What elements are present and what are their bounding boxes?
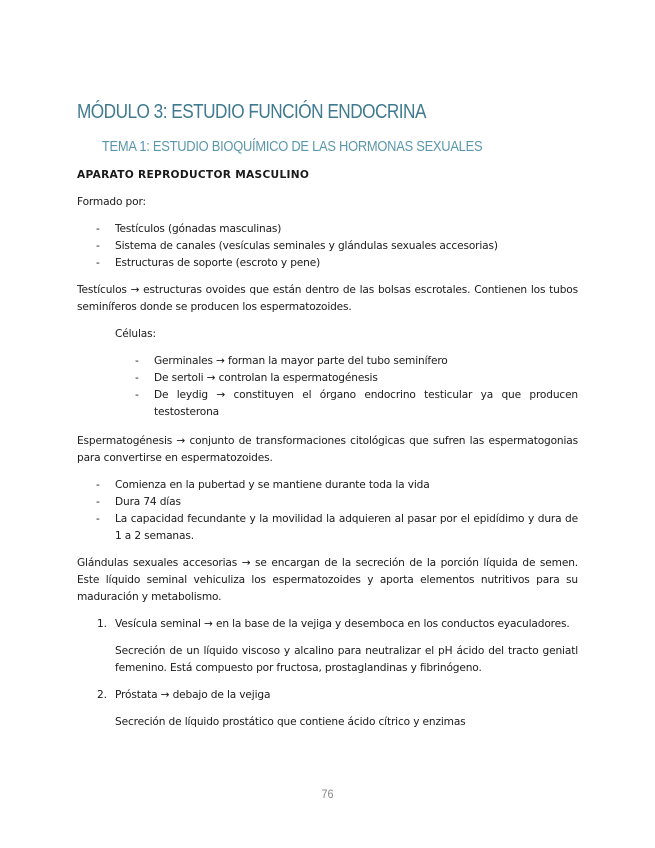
numbered-item	[77, 616, 578, 677]
item-number: 1.	[97, 618, 107, 630]
list-item: - De sertoli → controlan la espermatogénesis	[77, 370, 578, 387]
gland-detail: Secreción de líquido prostático que contiene ácido cítrico y enzimas	[115, 716, 466, 728]
glands-list	[77, 616, 578, 731]
list-item: - Dura 74 días	[77, 494, 578, 511]
spermatogenesis-paragraph: Espermatogénesis → conjunto de transformaciones citológicas que sufren las espermatogonias para convertirse en espermatozoides.	[77, 435, 578, 464]
topic-title: TEMA 1: ESTUDIO BIOQUÍMICO DE LAS HORMONAS SEXUALES	[101, 138, 482, 155]
numbered-item	[77, 687, 578, 731]
testicles-paragraph: Testículos → estructuras ovoides que están dentro de las bolsas escrotales. Contienen los tubos seminíferos donde se producen los espermatozoides.	[77, 284, 578, 313]
cells-list	[77, 353, 578, 421]
page-number: 76	[321, 787, 334, 801]
item-number: 2.	[97, 689, 107, 701]
gland-title: Vesícula seminal → en la base de la vejiga y desemboca en los conductos eyaculadores.	[115, 618, 570, 630]
gland-title: Próstata → debajo de la vejiga	[115, 689, 271, 701]
list-item: - Comienza en la pubertad y se mantiene durante toda la vida	[77, 477, 578, 494]
list-item: - Sistema de canales (vesículas seminales y glándulas sexuales accesorias)	[77, 238, 578, 255]
module-title: MÓDULO 3: ESTUDIO FUNCIÓN ENDOCRINA	[77, 101, 426, 123]
list-item: - Testículos (gónadas masculinas)	[77, 221, 578, 238]
list-item: - De leydig → constituyen el órgano endocrino testicular ya que producen testosterona	[77, 387, 578, 421]
document-body	[77, 167, 578, 731]
list-item: - Estructuras de soporte (escroto y pene)	[77, 255, 578, 272]
spermatogenesis-list	[77, 477, 578, 545]
formed-by-label: Formado por:	[77, 196, 146, 208]
list-item: - La capacidad fecundante y la movilidad la adquieren al pasar por el epidídimo y dura de 1 a 2 semanas.	[77, 511, 578, 545]
section-heading: APARATO REPRODUCTOR MASCULINO	[77, 169, 310, 181]
gland-detail: Secreción de un líquido viscoso y alcalino para neutralizar el pH ácido del tracto geniatl femenino. Está compuesto por fructosa, prostaglandinas y fibrinógeno.	[115, 645, 578, 674]
cells-label: Células:	[115, 328, 156, 340]
glands-paragraph: Glándulas sexuales accesorias → se encargan de la secreción de la porción líquida de semen. Este líquido seminal vehiculiza los espermatozoides y aporta elementos nutritivos para su maduración y metabolismo.	[77, 557, 578, 603]
components-list	[77, 221, 578, 272]
list-item: - Germinales → forman la mayor parte del tubo seminífero	[77, 353, 578, 370]
